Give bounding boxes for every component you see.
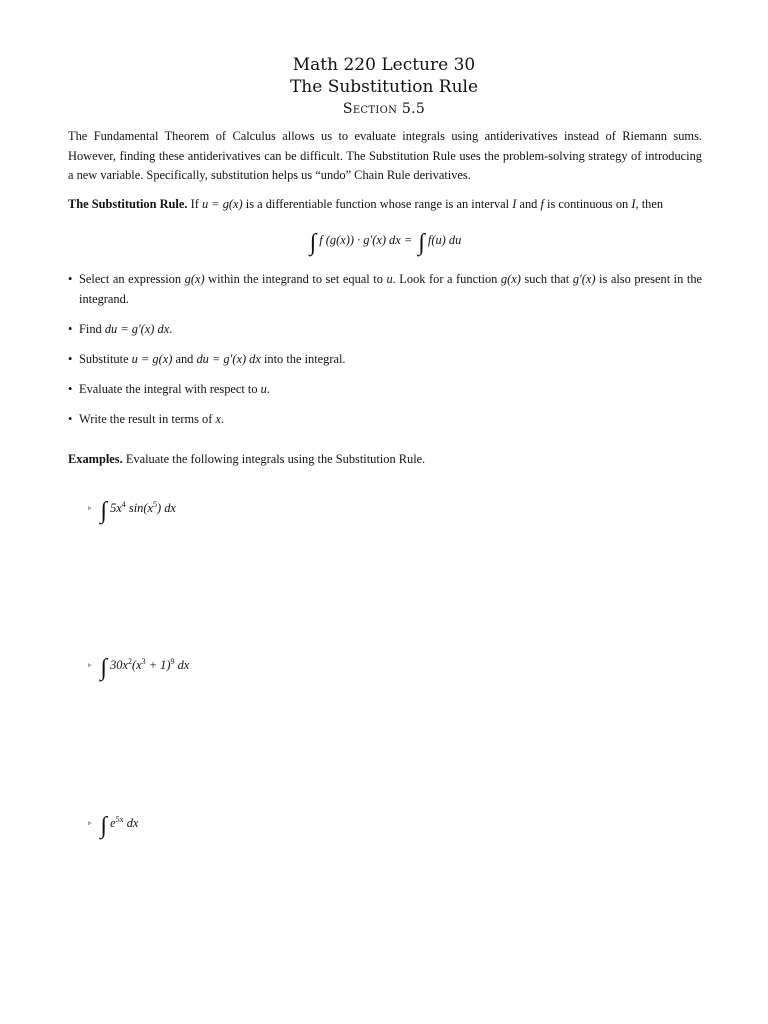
rule-var-I2: I	[631, 197, 636, 211]
example-2: ▹ ∫ $30x^2(x^3 + 1)^9$ dx	[88, 655, 190, 681]
intro-paragraph: The Fundamental Theorem of Calculus allows us to evaluate integrals using antiderivatives instead of Riemann sums. However, finding these antiderivatives can be difficult. The Substitution Rule uses the problem-solving strategy of introducing a new variable. Specifically, substitution helps us “undo” Chain Rule derivatives.	[68, 129, 702, 182]
integral-sign-icon: ∫	[418, 230, 425, 256]
examples-heading: Examples.	[68, 452, 123, 466]
rule-text-2: is a differentiable function whose range is an interval	[245, 197, 510, 211]
integral-sign-icon: ∫	[309, 230, 317, 256]
triangle-marker-icon: ▹	[88, 819, 92, 827]
rule-var-I: I	[512, 197, 517, 211]
list-item: • Find du = g′(x) dx.	[68, 320, 702, 340]
integral-sign-icon: ∫	[100, 655, 108, 681]
rule-u-eq: u = g(x)	[201, 197, 243, 211]
list-item: • Write the result in terms of x.	[68, 410, 702, 430]
rule-then: , then	[635, 197, 664, 211]
rule-heading: The Substitution Rule.	[68, 197, 188, 211]
rule-var-f: f	[540, 197, 544, 211]
examples-intro	[68, 450, 702, 470]
rule-and: and	[519, 197, 538, 211]
integral-sign-icon: ∫	[100, 813, 108, 839]
section-label: Section 5.5	[342, 101, 426, 117]
list-item: • Evaluate the integral with respect to u.	[68, 380, 702, 400]
list-item: • Substitute u = g(x) and du = g′(x) dx into the integral.	[68, 350, 702, 370]
lecture-title: Math 220 Lecture 30	[292, 55, 476, 75]
rule-text-1: If	[190, 197, 199, 211]
examples-text: Evaluate the following integrals using the Substitution Rule.	[125, 452, 426, 466]
list-item: • Select an expression g(x) within the integrand to set equal to u. Look for a function g(x) such that g′(x) is also present in the integrand.	[68, 270, 702, 309]
formula-left: f (g(x)) · g′(x) dx =	[319, 233, 413, 247]
triangle-marker-icon: ▹	[88, 504, 92, 512]
rule-text-3: is continuous on	[547, 197, 629, 211]
integral-sign-icon: ∫	[100, 498, 108, 524]
lecture-subtitle: The Substitution Rule	[289, 77, 479, 97]
substitution-formula	[0, 230, 768, 257]
example-3: ▹ ∫ $e^{5x}$ dx	[88, 813, 139, 839]
triangle-marker-icon: ▹	[88, 661, 92, 669]
example-1: ▹ ∫ $5x^4$ $\sin(x^5)$ dx	[88, 498, 176, 524]
title-block	[0, 54, 768, 119]
formula-right: f(u) du	[427, 233, 462, 247]
steps-list	[68, 270, 702, 440]
rule-statement	[68, 195, 702, 215]
